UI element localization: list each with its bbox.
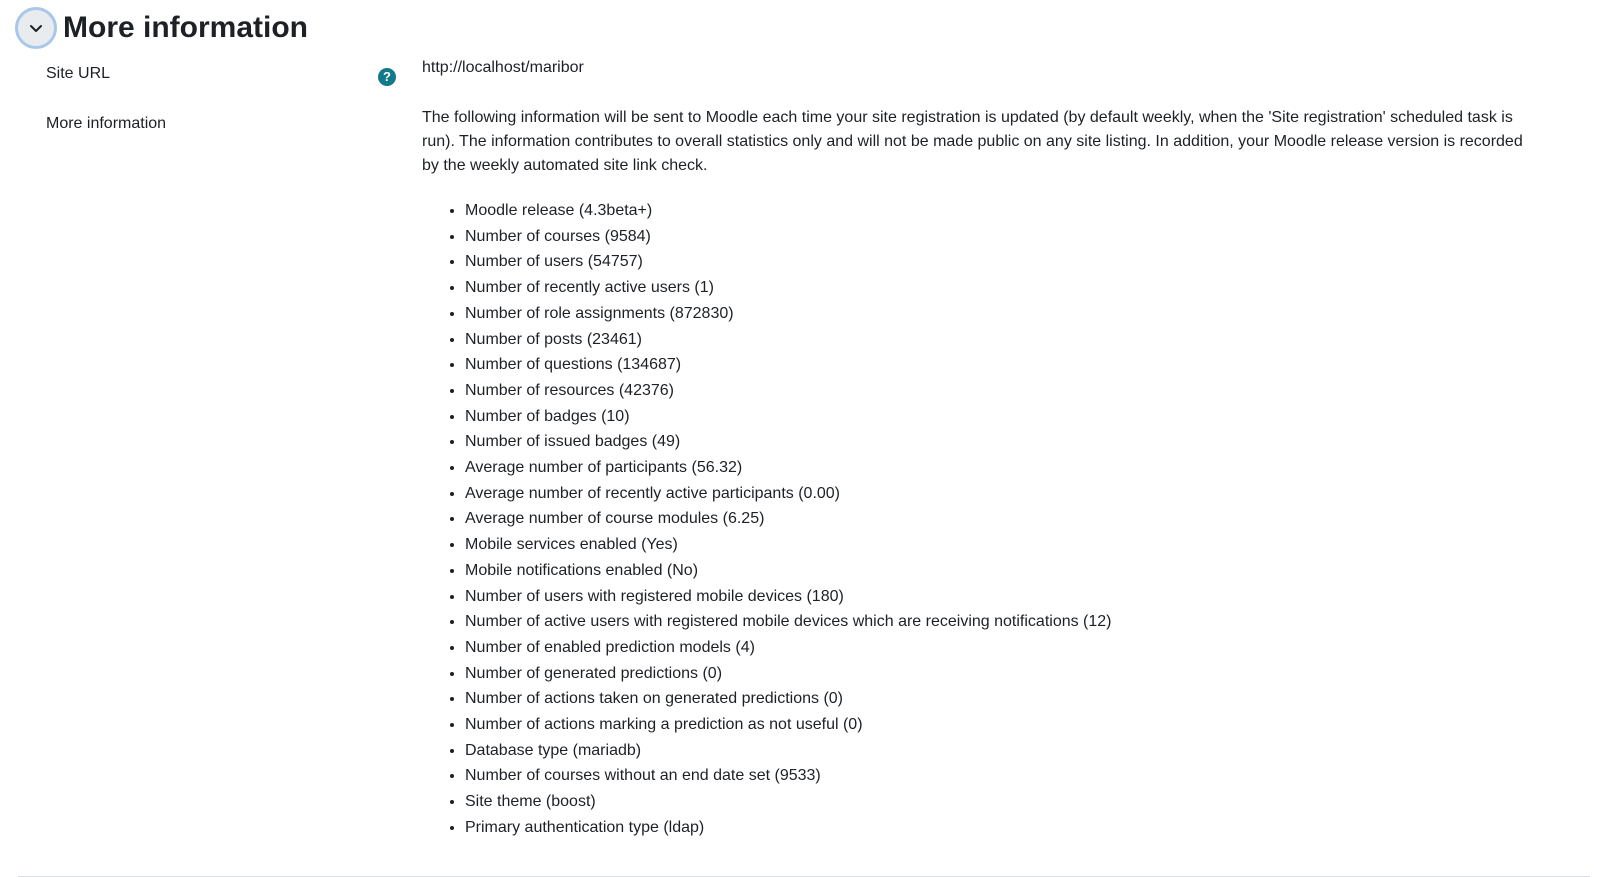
help-icon[interactable]: ? <box>378 68 396 86</box>
list-item: • Number of actions taken on generated predictions (0) <box>465 686 1536 712</box>
list-item: • Database type (mariadb) <box>465 738 1536 764</box>
more-information-value <box>422 106 1536 841</box>
list-item: • Average number of participants (56.32) <box>465 455 1536 481</box>
list-item: • Site theme (boost) <box>465 789 1536 815</box>
list-item: • Number of questions (134687) <box>465 352 1536 378</box>
list-item: • Number of users (54757) <box>465 249 1536 275</box>
information-list <box>422 198 1536 841</box>
list-item: • Primary authentication type (ldap) <box>465 815 1536 841</box>
list-item: • Average number of recently active participants (0.00) <box>465 481 1536 507</box>
more-information-description: The following information will be sent to Moodle each time your site registration is updated (by default weekly, when the 'Site registration' scheduled task is run). The information contributes to overall statistics only and will not be made public on any site listing. In addition, your Moodle release version is recorded by the weekly automated site link check. <box>422 109 1523 174</box>
chevron-down-icon <box>28 20 44 36</box>
more-information-label: More information <box>46 115 167 132</box>
list-item: • Number of courses without an end date set (9533) <box>465 763 1536 789</box>
list-item: • Number of courses (9584) <box>465 224 1536 250</box>
list-item: • Number of actions marking a prediction as not useful (0) <box>465 712 1536 738</box>
list-item: • Number of issued badges (49) <box>465 429 1536 455</box>
list-item: • Number of role assignments (872830) <box>465 301 1536 327</box>
list-item: • Number of resources (42376) <box>465 378 1536 404</box>
list-item: • Number of badges (10) <box>465 404 1536 430</box>
list-item: • Mobile notifications enabled (No) <box>465 558 1536 584</box>
site-url-label: Site URL <box>46 65 111 82</box>
site-url-value: http://localhost/maribor <box>422 59 584 76</box>
list-item: • Number of recently active users (1) <box>465 275 1536 301</box>
section-header <box>15 6 308 50</box>
list-item: • Number of enabled prediction models (4) <box>465 635 1536 661</box>
list-item: • Average number of course modules (6.25) <box>465 506 1536 532</box>
list-item: • Number of users with registered mobile devices (180) <box>465 584 1536 610</box>
list-item: • Mobile services enabled (Yes) <box>465 532 1536 558</box>
list-item: • Number of posts (23461) <box>465 327 1536 353</box>
section-title: More information <box>63 11 308 44</box>
list-item: • Number of generated predictions (0) <box>465 661 1536 687</box>
collapse-toggle-button[interactable] <box>15 7 57 49</box>
list-item: • Moodle release (4.3beta+) <box>465 198 1536 224</box>
list-item: • Number of active users with registered mobile devices which are receiving notifications (12) <box>465 609 1536 635</box>
